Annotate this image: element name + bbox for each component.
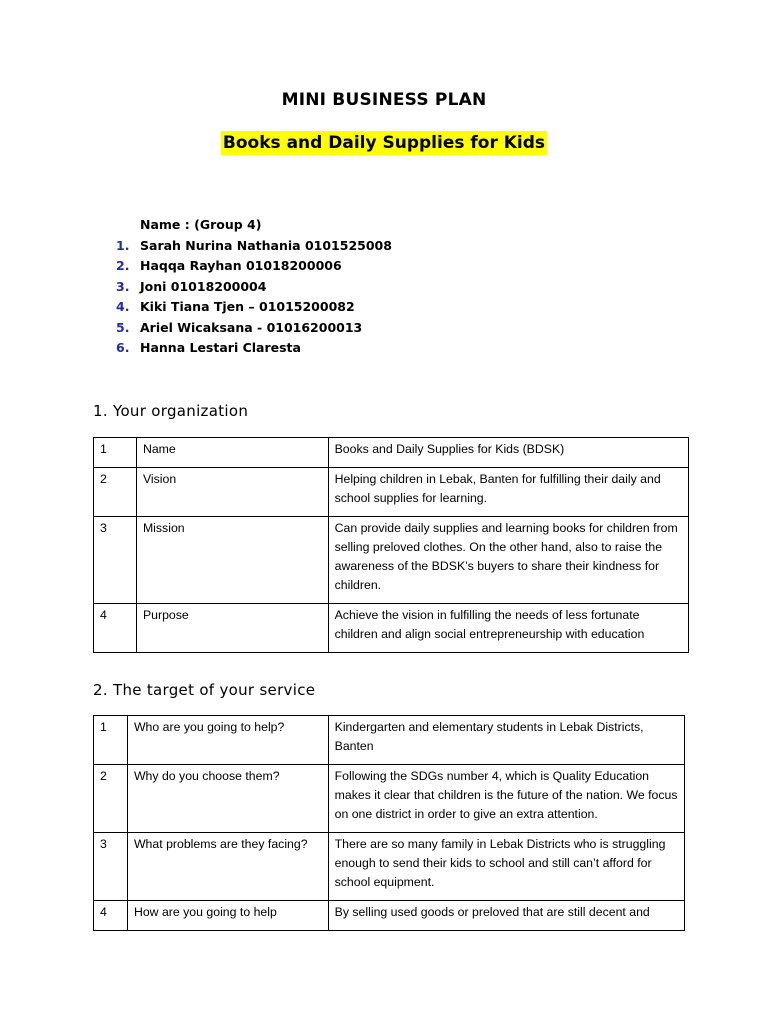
member-item	[116, 297, 392, 318]
row-label: What problems are they facing?	[127, 833, 328, 901]
row-label: Purpose	[136, 604, 328, 653]
group-members-list	[116, 215, 392, 359]
row-value: By selling used goods or preloved that are still decent and	[328, 901, 684, 931]
organization-table	[93, 437, 689, 653]
member-number: 5.	[116, 319, 130, 335]
member-number: 2.	[116, 258, 130, 273]
member-item	[116, 338, 392, 359]
table-row	[94, 833, 685, 901]
member-number: 4.	[116, 299, 130, 314]
row-number: 3	[94, 517, 137, 604]
row-number: 4	[94, 901, 128, 931]
member-text: Haqqa Rayhan 01018200006	[140, 258, 342, 273]
document-title: MINI BUSINESS PLAN	[281, 90, 487, 110]
row-label: Why do you choose them?	[127, 765, 328, 833]
member-text: Joni 01018200004	[140, 278, 267, 294]
document-subtitle: Books and Daily Supplies for Kids	[222, 133, 546, 153]
subtitle-wrapper	[0, 131, 768, 155]
member-number: 6.	[116, 340, 130, 355]
row-value: Following the SDGs number 4, which is Quality Education makes it clear that children is the future of the nation. We focus on one district in order to give an extra attention.	[328, 765, 684, 833]
member-text: Hanna Lestari Claresta	[140, 340, 301, 355]
row-number: 1	[94, 438, 137, 468]
member-text: Ariel Wicaksana - 01016200013	[140, 319, 363, 335]
row-label: Who are you going to help?	[127, 716, 328, 765]
table-row	[94, 901, 685, 931]
member-item	[116, 277, 392, 298]
row-label: Mission	[136, 517, 328, 604]
table-row	[94, 716, 685, 765]
table-row	[94, 765, 685, 833]
member-number: 3.	[116, 278, 130, 294]
row-value: Achieve the vision in fulfilling the needs of less fortunate children and align social entrepreneurship with education	[328, 604, 688, 653]
section-heading-target: 2. The target of your service	[93, 681, 316, 699]
row-number: 4	[94, 604, 137, 653]
table-row	[94, 438, 689, 468]
row-label: Vision	[136, 468, 328, 517]
row-number: 2	[94, 765, 128, 833]
row-value: Kindergarten and elementary students in Lebak Districts, Banten	[328, 716, 684, 765]
row-value: Helping children in Lebak, Banten for fulfilling their daily and school supplies for learning.	[328, 468, 688, 517]
section-heading-organization: 1. Your organization	[93, 402, 249, 420]
row-number: 2	[94, 468, 137, 517]
row-label: How are you going to help	[127, 901, 328, 931]
table-row	[94, 517, 689, 604]
table-row	[94, 468, 689, 517]
member-item	[116, 256, 392, 277]
member-item	[116, 236, 392, 257]
table-row	[94, 604, 689, 653]
row-label: Name	[136, 438, 328, 468]
member-item	[116, 318, 392, 339]
group-header: Name : (Group 4)	[140, 217, 262, 232]
member-number: 1.	[116, 237, 130, 253]
row-value: There are so many family in Lebak Districts who is struggling enough to send their kids to school and still can’t afford for school equipment.	[328, 833, 684, 901]
member-text: Sarah Nurina Nathania 0101525008	[140, 237, 392, 253]
row-number: 3	[94, 833, 128, 901]
target-table	[93, 715, 685, 931]
row-number: 1	[94, 716, 128, 765]
member-text: Kiki Tiana Tjen – 01015200082	[140, 299, 355, 314]
row-value: Books and Daily Supplies for Kids (BDSK)	[328, 438, 688, 468]
row-value: Can provide daily supplies and learning books for children from selling preloved clothes. On the other hand, also to raise the awareness of the BDSK’s buyers to share their kindness for children.	[328, 517, 688, 604]
